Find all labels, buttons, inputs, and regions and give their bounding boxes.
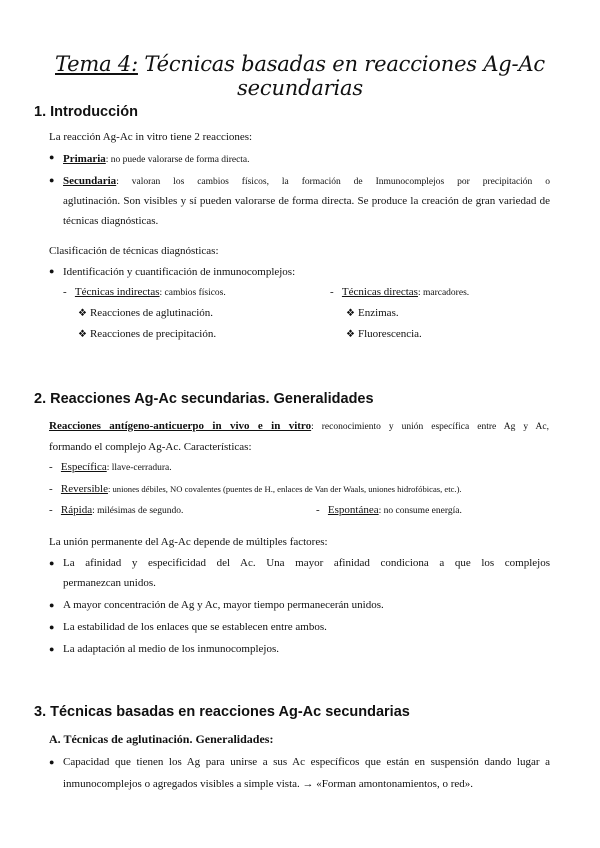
- diamond-icon: ❖: [346, 308, 355, 319]
- diamond-icon: ❖: [78, 329, 87, 340]
- term-indirectas: Técnicas indirectas: [74, 286, 160, 298]
- secundaria-line-2: aglutinación. Son visibles y sí pueden valorarse de forma directa. Se produce la creación de gran variedad de: [63, 195, 550, 207]
- term-reacciones: Reacciones antígeno-anticuerpo in vivo e in vitro: [49, 420, 312, 432]
- f4-text: La adaptación al medio de los inmunocomplejos.: [63, 643, 279, 655]
- directas-desc: : marcadores.: [417, 288, 470, 298]
- title-prefix: Tema 4:: [55, 52, 138, 76]
- diamond-icon: ❖: [78, 308, 87, 319]
- secundaria-line-3: técnicas diagnósticas.: [63, 215, 159, 227]
- indirectas-item: - Técnicas indirectas: cambios físicos.: [63, 286, 226, 298]
- caract-especifica: - Específica: llave-cerradura.: [49, 461, 172, 473]
- primaria-desc: : no puede valorarse de forma directa.: [105, 155, 250, 165]
- directas-item: - Técnicas directas: marcadores.: [330, 286, 470, 298]
- title-text: Técnicas basadas en reacciones Ag-Ac secundarias: [137, 52, 545, 100]
- identificacion-text: Identificación y cuantificación de inmunocomplejos:: [63, 266, 296, 278]
- caract-rapida: - Rápida: milésimas de segundo.: [49, 504, 184, 516]
- s2-lead-line-1: [49, 419, 549, 434]
- lead-desc: : reconocimiento y unión específica entre Ag y Ac,: [311, 422, 549, 432]
- caract-espontanea: - Espontánea: no consume energía.: [316, 504, 462, 516]
- s3-line-1: Capacidad que tienen los Ag para unirse a sus Ac específicos que están en suspensión dando lugar a: [63, 756, 550, 768]
- secundaria-line-1: [63, 171, 550, 192]
- term-secundaria: Secundaria: [63, 175, 117, 187]
- s2-lead-line-2: formando el complejo Ag-Ac. Características:: [49, 441, 252, 453]
- indirectas-desc: : cambios físicos.: [159, 288, 226, 298]
- section-3-heading: 3. Técnicas basadas en reacciones Ag-Ac secundarias: [34, 704, 410, 720]
- term-directas: Técnicas directas: [341, 286, 418, 298]
- clasificacion-text: Clasificación de técnicas diagnósticas:: [49, 245, 219, 257]
- term-primaria: Primaria: [63, 153, 106, 165]
- diamond-icon: ❖: [346, 329, 355, 340]
- indirectas-sub-1: ❖ Reacciones de aglutinación.: [78, 307, 214, 319]
- s3-subheading: A. Técnicas de aglutinación. Generalidades:: [49, 732, 274, 746]
- f3-text: La estabilidad de los enlaces que se establecen entre ambos.: [63, 621, 327, 633]
- page-title: [0, 52, 600, 100]
- caract-reversible: - Reversible: uniones débiles, NO covalentes (puentes de H., enlaces de Van der Waals, uniones hidrofóbicas, etc.).: [49, 483, 462, 495]
- f2-text: A mayor concentración de Ag y Ac, mayor tiempo permanecerán unidos.: [63, 599, 384, 611]
- s3-line-2: inmunocomplejos o agregados visibles a simple vista. → «Forman amontonamientos, o red».: [63, 778, 473, 790]
- section-2-heading: 2. Reacciones Ag-Ac secundarias. Generalidades: [34, 391, 374, 407]
- s1-intro: La reacción Ag-Ac in vitro tiene 2 reacciones:: [49, 131, 253, 143]
- indirectas-sub-2: ❖ Reacciones de precipitación.: [78, 328, 217, 340]
- secundaria-desc-1: : valoran los cambios físicos, la formación de Inmunocomplejos por precipitación o: [116, 177, 550, 187]
- primaria-text: [63, 149, 550, 170]
- s2-perm: La unión permanente del Ag-Ac depende de múltiples factores:: [49, 536, 328, 548]
- f1-line-1: La afinidad y especificidad del Ac. Una mayor afinidad condiciona a que los complejos: [63, 557, 550, 569]
- directas-sub-1: ❖ Enzimas.: [346, 307, 399, 319]
- section-1-heading: 1. Introducción: [34, 104, 138, 120]
- f1-line-2: permanezcan unidos.: [63, 577, 156, 589]
- directas-sub-2: ❖ Fluorescencia.: [346, 328, 422, 340]
